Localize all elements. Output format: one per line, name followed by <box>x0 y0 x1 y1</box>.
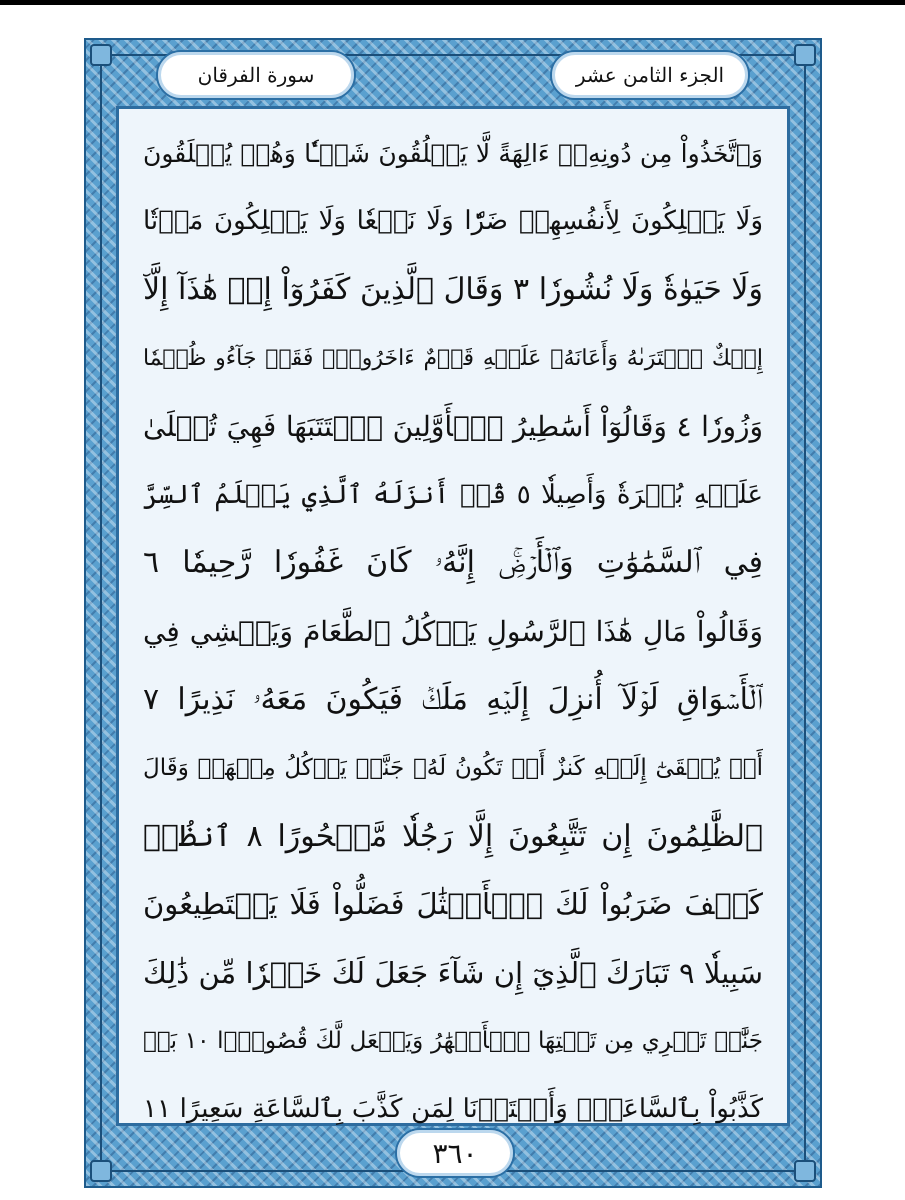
line-text: كَيۡفَ ضَرَبُواْ لَكَ ٱلۡأَمۡثَٰلَ فَضَلُّواْ فَلَا يَسۡتَطِيعُونَ <box>143 887 763 922</box>
verse-line <box>143 392 763 460</box>
line-text: كَذَّبُواْ بِٱلسَّاعَةِۖ وَأَعۡتَدۡنَا لِمَن كَذَّبَ بِٱلسَّاعَةِ سَعِيرًا ١١ <box>143 1094 763 1125</box>
verse-line <box>143 734 763 802</box>
verse-line <box>143 870 763 938</box>
line-text: وَٱتَّخَذُواْ مِن دُونِهِۦٓ ءَالِهَةً لَّا يَخۡلُقُونَ شَيۡـٔٗا وَهُمۡ يُخۡلَقُونَ <box>143 138 763 168</box>
verse-line <box>143 460 763 528</box>
corner-ornament <box>90 1160 112 1182</box>
line-text: وَلَا يَمۡلِكُونَ لِأَنفُسِهِمۡ ضَرّٗا وَلَا نَفۡعٗا وَلَا يَمۡلِكُونَ مَوۡتٗا <box>143 206 763 237</box>
line-text: إِفۡكٌ ٱفۡتَرَىٰهُ وَأَعَانَهُۥ عَلَيۡهِ قَوۡمٌ ءَاخَرُونَۖ فَقَدۡ جَآءُو ظُلۡمٗا <box>143 345 763 371</box>
verse-line <box>143 187 763 255</box>
verse-line <box>143 665 763 733</box>
line-text: فِي ٱلسَّمَٰوَٰتِ وَٱلۡأَرۡضِۚ إِنَّهُۥ كَانَ غَفُورٗا رَّحِيمٗا ٦ <box>143 545 763 581</box>
corner-ornament <box>90 44 112 66</box>
juz-name: الجزء الثامن عشر <box>575 63 725 87</box>
corner-ornament <box>794 1160 816 1182</box>
page-frame <box>84 38 822 1188</box>
line-text: أَوۡ يُلۡقَىٰٓ إِلَيۡهِ كَنزٌ أَوۡ تَكُونُ لَهُۥ جَنَّةٞ يَأۡكُلُ مِنۡهَاۚ وَقَالَ <box>143 754 763 781</box>
verse-text-panel <box>116 106 790 1126</box>
line-text: جَنَّٰتٖ تَجۡرِي مِن تَحۡتِهَا ٱلۡأَنۡهَٰرُ وَيَجۡعَل لَّكَ قُصُورَۢا ١٠ بَلۡ <box>143 1028 763 1054</box>
corner-ornament <box>794 44 816 66</box>
verse-line <box>143 802 763 870</box>
verse-line <box>143 1007 763 1075</box>
surah-name-cartouche <box>156 50 356 100</box>
line-text: عَلَيۡهِ بُكۡرَةٗ وَأَصِيلٗا ٥ قُلۡ أَنزَلَهُ ٱلَّذِي يَعۡلَمُ ٱلسِّرَّ <box>143 479 763 510</box>
line-text: وَزُورٗا ٤ وَقَالُوٓاْ أَسَٰطِيرُ ٱلۡأَوَّلِينَ ٱكۡتَتَبَهَا فَهِيَ تُمۡلَىٰ <box>143 409 763 443</box>
verse-line <box>143 529 763 597</box>
line-text: ٱلۡأَسۡوَاقِ لَوۡلَآ أُنزِلَ إِلَيۡهِ مَلَكٞ فَيَكُونَ مَعَهُۥ نَذِيرًا ٧ <box>143 682 763 718</box>
line-text: ٱلظَّٰلِمُونَ إِن تَتَّبِعُونَ إِلَّا رَجُلٗا مَّسۡحُورًا ٨ ٱنظُرۡ <box>143 818 763 854</box>
juz-name-cartouche <box>550 50 750 100</box>
verse-line <box>143 324 763 392</box>
verse-line <box>143 939 763 1007</box>
verse-line <box>143 597 763 665</box>
top-rule <box>0 0 905 5</box>
verse-line <box>143 256 763 324</box>
page-number-cartouche <box>395 1128 515 1178</box>
surah-name: سورة الفرقان <box>197 63 315 87</box>
verse-line <box>143 119 763 187</box>
line-text: سَبِيلٗا ٩ تَبَارَكَ ٱلَّذِيٓ إِن شَآءَ جَعَلَ لَكَ خَيۡرٗا مِّن ذَٰلِكَ <box>143 955 763 990</box>
line-text: وَلَا حَيَوٰةٗ وَلَا نُشُورٗا ٣ وَقَالَ ٱلَّذِينَ كَفَرُوٓاْ إِنۡ هَٰذَآ إِلَّآ <box>143 272 763 308</box>
page-number: ٣٦٠ <box>432 1136 478 1170</box>
line-text: وَقَالُواْ مَالِ هَٰذَا ٱلرَّسُولِ يَأۡكُلُ ٱلطَّعَامَ وَيَمۡشِي فِي <box>143 614 763 648</box>
